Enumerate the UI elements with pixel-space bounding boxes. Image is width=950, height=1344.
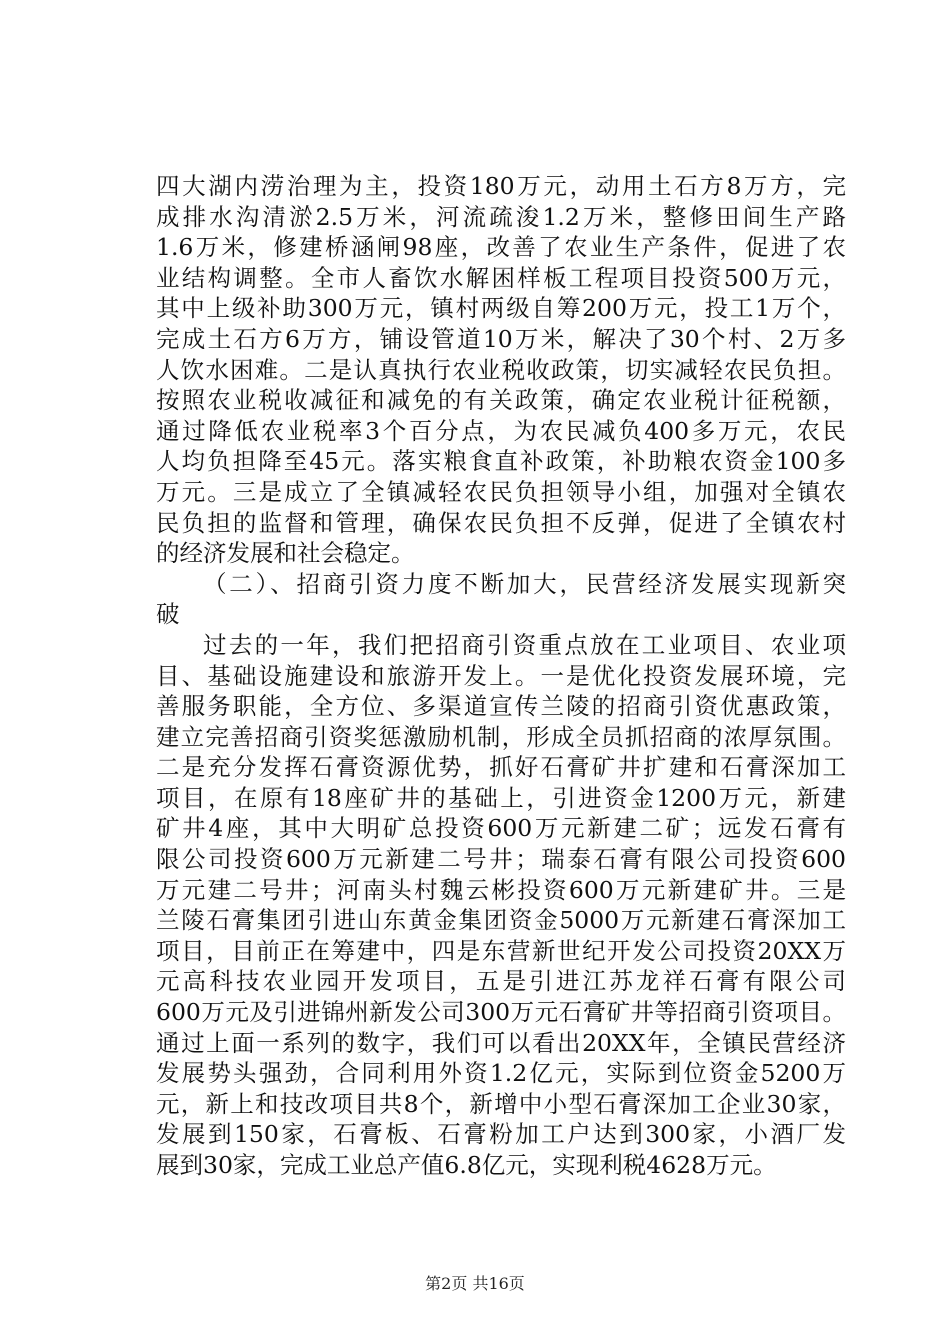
section-heading: （二）、招商引资力度不断加大，民营经济发展实现新突 (203, 569, 846, 598)
text-line: 二是充分发挥石膏资源优势，抓好石膏矿井扩建和石膏深加工 (156, 753, 846, 782)
text-line: 兰陵石膏集团引进山东黄金集团资金5000万元新建石膏深加工 (156, 906, 846, 935)
text-line: 善服务职能，全方位、多渠道宣传兰陵的招商引资优惠政策， (156, 692, 846, 721)
text-line: 通过降低农业税率3个百分点，为农民减负400多万元，农民 (156, 416, 846, 445)
text-line: 项目，目前正在筹建中，四是东营新世纪开发公司投资20XX万 (156, 936, 846, 965)
text-line: 万元。三是成立了全镇减轻农民负担领导小组，加强对全镇农 (156, 477, 846, 506)
text-line: 人饮水困难。二是认真执行农业税收政策，切实减轻农民负担。 (156, 355, 846, 384)
text-line: 通过上面一系列的数字，我们可以看出20XX年，全镇民营经济 (156, 1028, 846, 1057)
text-line: 600万元及引进锦州新发公司300万元石膏矿井等招商引资项目。 (156, 998, 846, 1027)
text-line: 建立完善招商引资奖惩激励机制，形成全员抓招商的浓厚氛围。 (156, 722, 846, 751)
text-line: 民负担的监督和管理，确保农民负担不反弹，促进了全镇农村 (156, 508, 846, 537)
text-line: 其中上级补助300万元，镇村两级自筹200万元，投工1万个， (156, 294, 846, 323)
text-line: 元，新上和技改项目共8个，新增中小型石膏深加工企业30家， (156, 1089, 846, 1118)
text-line: 的经济发展和社会稳定。 (156, 539, 415, 568)
text-line: 业结构调整。全市人畜饮水解困样板工程项目投资500万元， (156, 263, 846, 292)
document-body (156, 171, 846, 1181)
text-line: 展到30家，完成工业总产值6.8亿元，实现利税4628万元。 (156, 1151, 777, 1179)
text-line: 目、基础设施建设和旅游开发上。一是优化投资发展环境，完 (156, 661, 846, 690)
text-line: 按照农业税收减征和减免的有关政策，确定农业税计征税额， (156, 386, 846, 415)
section-heading: 破 (156, 600, 180, 629)
text-line: 人均负担降至45元。落实粮食直补政策，补助粮农资金100多 (156, 447, 846, 476)
text-line: 项目，在原有18座矿井的基础上，引进资金1200万元，新建 (156, 783, 846, 812)
text-line: 发展势头强劲，合同利用外资1.2亿元，实际到位资金5200万 (156, 1059, 846, 1088)
text-line: 四大湖内涝治理为主，投资180万元，动用土石方8万方，完 (156, 172, 846, 200)
text-line: 完成土石方6万方，铺设管道10万米，解决了30个村、2万多 (156, 324, 846, 353)
page-number-footer: 第2页 共16页 (425, 1274, 525, 1293)
text-line: 发展到150家，石膏板、石膏粉加工户达到300家，小酒厂发 (156, 1120, 846, 1149)
text-line: 元高科技农业园开发项目，五是引进江苏龙祥石膏有限公司 (156, 967, 846, 996)
text-line: 1.6万米，修建桥涵闸98座，改善了农业生产条件，促进了农 (156, 233, 846, 262)
text-line: 万元建二号井；河南头村魏云彬投资600万元新建矿井。三是 (156, 875, 846, 904)
text-line: 限公司投资600万元新建二号井；瑞泰石膏有限公司投资600 (156, 845, 846, 874)
text-line: 矿井4座，其中大明矿总投资600万元新建二矿；远发石膏有 (156, 814, 846, 843)
text-line: 成排水沟清淤2.5万米，河流疏浚1.2万米，整修田间生产路 (156, 202, 846, 231)
text-line: 过去的一年，我们把招商引资重点放在工业项目、农业项 (203, 630, 846, 659)
